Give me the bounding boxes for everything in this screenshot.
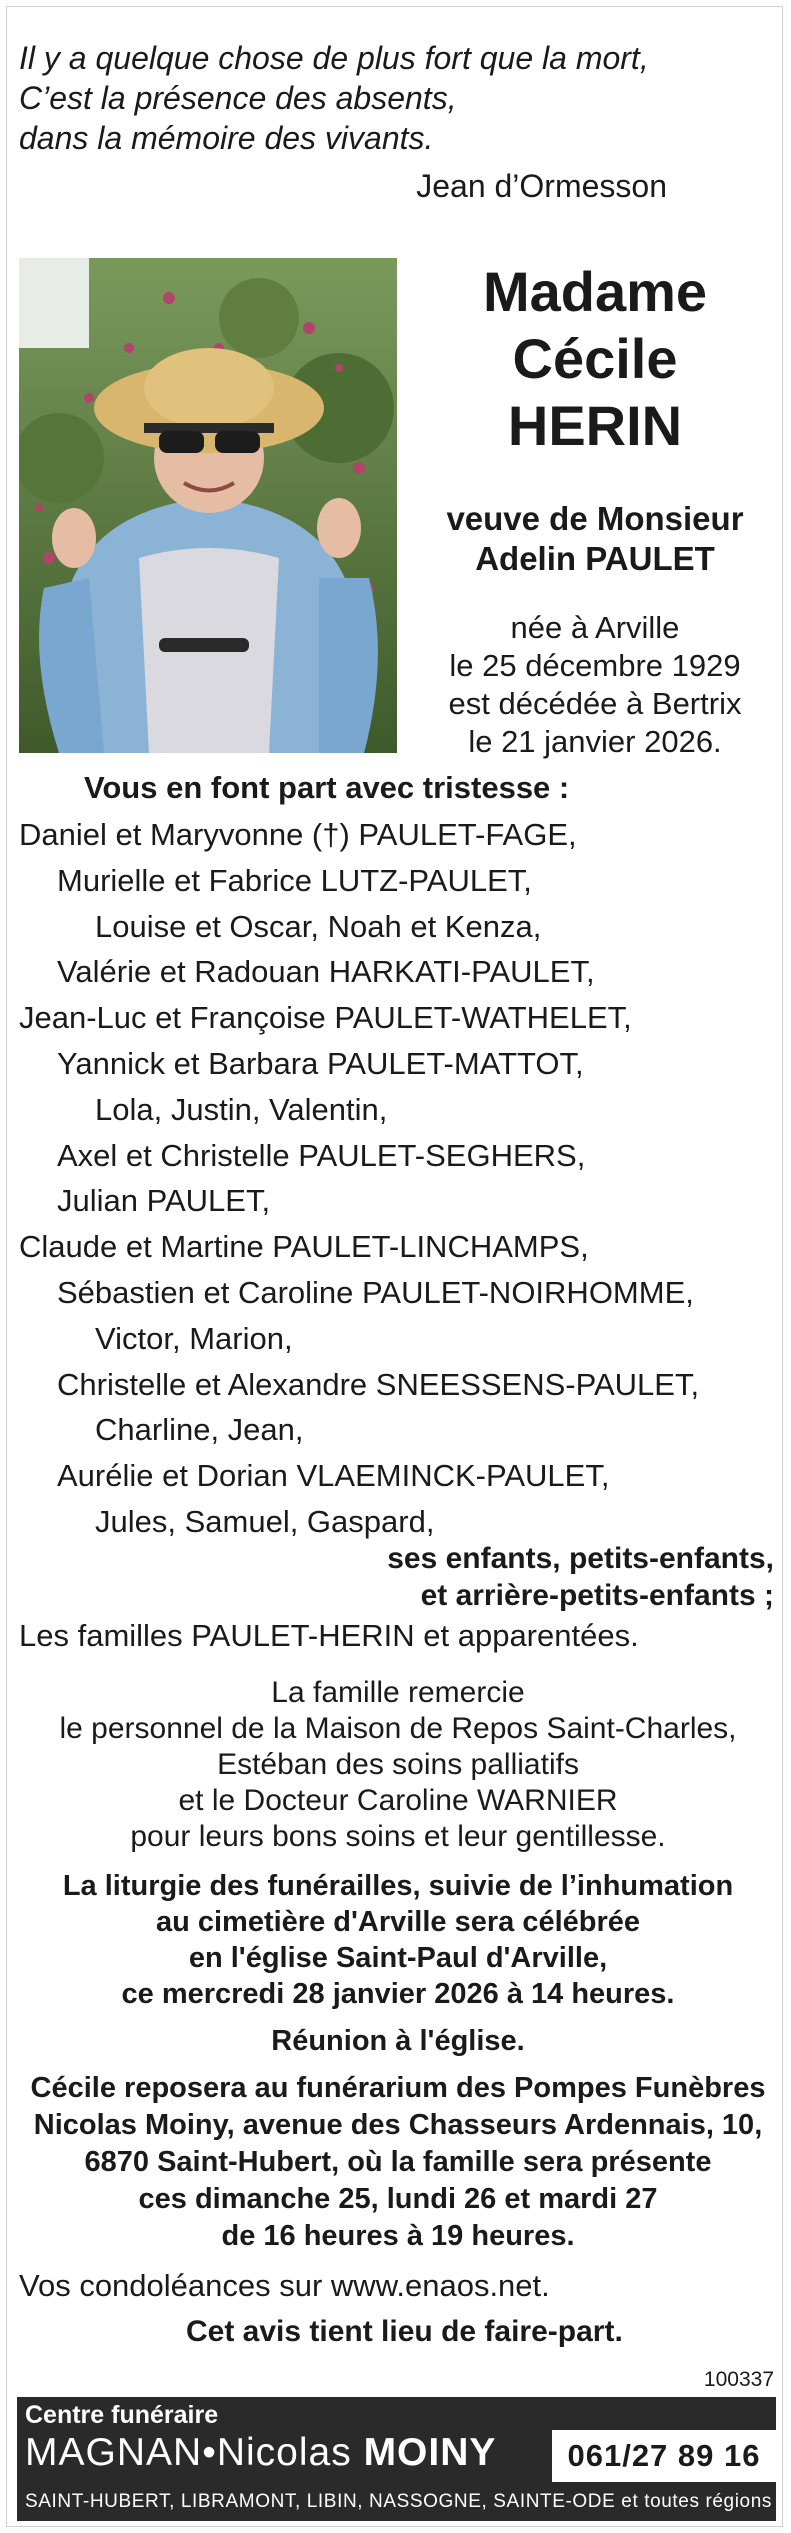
family-line: Charline, Jean,: [95, 1412, 304, 1448]
funeral-home-name-magnan: MAGNAN: [25, 2431, 203, 2474]
widow-line: veuve de Monsieur: [446, 500, 744, 537]
family-line: Daniel et Maryvonne (†) PAULET-FAGE,: [19, 817, 577, 852]
family-line: Christelle et Alexandre SNEESSENS-PAULET,: [57, 1366, 700, 1402]
phone-number[interactable]: 061/27 89 16: [552, 2430, 776, 2482]
quote-line: dans la mémoire des vivants.: [19, 120, 434, 156]
deceased-name: [408, 258, 782, 459]
family-line: Julian PAULET,: [57, 1183, 271, 1219]
widow-line: Adelin PAULET: [475, 540, 715, 577]
birth-death-line: le 25 décembre 1929: [449, 648, 741, 683]
thanks-section: [19, 1675, 777, 1855]
family-line: Aurélie et Dorian VLAEMINCK-PAULET,: [57, 1458, 610, 1494]
family-line: Claude et Martine PAULET-LINCHAMPS,: [19, 1229, 589, 1265]
family-line: Jules, Samuel, Gaspard,: [95, 1503, 435, 1539]
birth-death-line: est décédée à Bertrix: [448, 686, 742, 721]
visit-line: ces dimanche 25, lundi 26 et mardi 27: [138, 2183, 658, 2215]
quote-author: Jean d’Ormesson: [416, 168, 667, 204]
quote-line: Il y a quelque chose de plus fort que la mort,: [19, 40, 649, 76]
family-line: Lola, Justin, Valentin,: [95, 1091, 388, 1127]
family-line: Valérie et Radouan HARKATI-PAULET,: [57, 954, 595, 990]
thanks-line: pour leurs bons soins et leur gentillesse.: [130, 1820, 666, 1853]
funeral-home-banner: [17, 2397, 776, 2521]
deceased-title: Madame: [482, 260, 708, 323]
funeral-home-visit-info: [19, 2070, 777, 2255]
funeral-home-name-moiny: MOINY: [363, 2431, 497, 2474]
liturgy-line: La liturgie des funérailles, suivie de l’inhumation: [62, 1870, 734, 1902]
thanks-line: et le Docteur Caroline WARNIER: [178, 1784, 618, 1817]
notice-statement: Cet avis tient lieu de faire-part.: [186, 2315, 623, 2348]
family-line: Sébastien et Caroline PAULET-NOIRHOMME,: [57, 1274, 694, 1310]
liturgy-line: en l'église Saint-Paul d'Arville,: [188, 1942, 608, 1974]
family-line: Axel et Christelle PAULET-SEGHERS,: [57, 1137, 586, 1173]
separator-dot: •: [202, 2431, 217, 2474]
widow-of: [408, 499, 782, 579]
family-intro: Vous en font part avec tristesse :: [84, 770, 570, 805]
roles-line: et arrière-petits-enfants ;: [420, 1579, 774, 1612]
funeral-home-name: [25, 2431, 496, 2475]
other-families: Les familles PAULET-HERIN et apparentées.: [19, 1618, 639, 1653]
funeral-home-name-nicolas: Nicolas: [216, 2431, 364, 2474]
visit-line: Cécile reposera au funérarium des Pompes Funèbres: [30, 2072, 766, 2104]
thanks-line: Estéban des soins palliatifs: [217, 1748, 579, 1781]
condolences-link[interactable]: Vos condoléances sur www.enaos.net.: [19, 2268, 550, 2303]
quote-line: C’est la présence des absents,: [19, 80, 457, 116]
roles-line: ses enfants, petits-enfants,: [387, 1542, 774, 1575]
funeral-home-locations: SAINT-HUBERT, LIBRAMONT, LIBIN, NASSOGNE, SAINTE-ODE et toutes régions: [25, 2491, 772, 2512]
family-line: Jean-Luc et Françoise PAULET-WATHELET,: [19, 1000, 632, 1036]
liturgy-info: [19, 1868, 777, 2012]
quote: [19, 38, 649, 158]
portrait-illustration: [19, 258, 397, 753]
visit-line: de 16 heures à 19 heures.: [221, 2220, 575, 2252]
family-roles: [387, 1540, 774, 1614]
family-line: Louise et Oscar, Noah et Kenza,: [95, 908, 542, 944]
deceased-last-name: HERIN: [507, 394, 683, 457]
visit-line: 6870 Saint-Hubert, où la famille sera présente: [84, 2146, 712, 2178]
funeral-home-label: Centre funéraire: [25, 2401, 219, 2429]
birth-death-info: [408, 609, 782, 761]
visit-line: Nicolas Moiny, avenue des Chasseurs Ardennais, 10,: [33, 2109, 763, 2141]
thanks-line: La famille remercie: [271, 1676, 525, 1709]
family-list: [19, 812, 699, 1545]
birth-death-line: le 21 janvier 2026.: [468, 724, 722, 759]
portrait-photo: [19, 258, 397, 753]
family-line: Murielle et Fabrice LUTZ-PAULET,: [57, 862, 532, 898]
reference-number: 100337: [703, 2368, 774, 2391]
birth-death-line: née à Arville: [510, 610, 680, 645]
deceased-first-name: Cécile: [512, 327, 678, 390]
family-line: Victor, Marion,: [95, 1320, 293, 1356]
thanks-line: le personnel de la Maison de Repos Saint-Charles,: [59, 1712, 737, 1745]
reunion-info: Réunion à l'église.: [271, 2025, 525, 2057]
liturgy-line: ce mercredi 28 janvier 2026 à 14 heures.: [121, 1978, 675, 2010]
family-line: Yannick et Barbara PAULET-MATTOT,: [57, 1045, 584, 1081]
liturgy-line: au cimetière d'Arville sera célébrée: [155, 1906, 641, 1938]
